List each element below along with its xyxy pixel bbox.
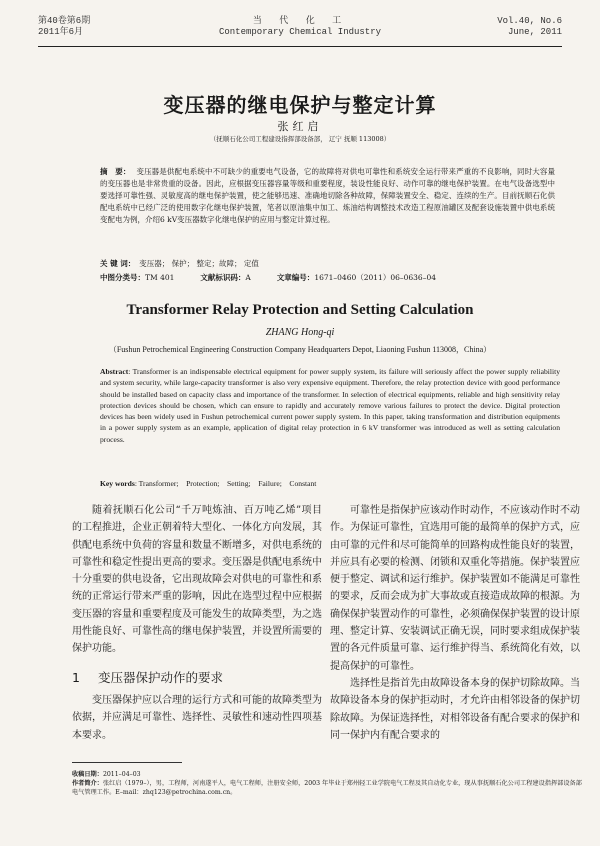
abstract-en-text: : Transformer is an indispensable electrical equipment for power supply system, its failure will seriously affect the power supply reliability and system security, while large-capacity transformer is also very expensive equipment. Therefore, the relay protection device with good performance should be installed based on capacity class and importance of the transformer. In selection of electrical equipments, reliable and high sensitivity relay protection devices should be chosen, which can ensure to rapidly and accurately remove various failures to protect the device. Digital protection devices has been widely used in Fushun petrochemical current power supply system. In this paper, taking transformation and distribution equipments in a power supply system as an example, application of digital relay protection in 6 kV transformer was introduced as well as setting calculation process. [100, 367, 560, 444]
header-date-en: June, 2011 [507, 27, 562, 37]
author-bio [72, 779, 582, 797]
article-title-en: Transformer Relay Protection and Setting Calculation [126, 302, 474, 318]
author-name-en: ZHANG Hong-qi [265, 327, 335, 338]
doc-code: A [245, 273, 251, 282]
doc-code-label: 文献标识码： [200, 273, 246, 282]
section-paragraph: 变压器保护应以合理的运行方式和可能的故障类型为依据，并应满足可靠性、选择性、灵敏性和速动性四项基本要求。 [72, 694, 322, 741]
article-title-cn: 变压器的继电保护与整定计算 [163, 93, 437, 117]
clc-label: 中图分类号： [100, 273, 145, 282]
article-number-label: 文章编号： [276, 273, 315, 282]
header-issue-en [497, 16, 562, 38]
received-value: 2011–04–03 [102, 771, 141, 778]
received-label: 收稿日期： [72, 771, 103, 778]
abstract-cn-text: 变压器是供配电系统中不可缺少的重要电气设备，它的故障将对供电可靠性和系统安全运行带来严重的不良影响，同时大容量的变压器也是非常贵重的设备。因此，应根据变压器容量等级和重要程度，装设性能良好、动作可靠的继电保护装置。在电气设备选型中要选择可靠性强、灵敏度高的继电保护装置，使之能够迅速、准确地切除各种故障，保障装置安全、稳定、连续的生产。目前抚顺石化供配电系统中已经广泛的使用数字化继电保护装置，笔者以原油集中加工、炼油结构调整技术改造工程原油罐区及配套设施装置中供电系统变配电为例，介绍6 kV变压器数字化继电保护的应用与整定计算过程。 [100, 167, 556, 224]
keywords-en-text: : Transformer; Protection; Setting; Failure; Constant [134, 479, 317, 488]
header-journal [38, 16, 562, 38]
received-date [72, 770, 582, 779]
reliability-paragraph: 可靠性是指保护应该动作时动作，不应该动作时不动作。为保证可靠性，宜选用可能的最简单的保护方式，应由可靠的元件和尽可能简单的回路构成性能良好的装置，并应具有必要的检测、闭锁和双重化等措施。保护装置应便于整定、调试和运行维护。保护装置如不能满足可靠性的要求，反而会成为扩大事故或直接造成故障的根源。为确保保护装置动作的可靠性，必须确保保护装置的设计原理、整定计算、安装调试正确无误，同时要求组成保护装置的各元件质量可靠、运行维护得当、系统简化有效，以提高保护的可靠性。 [330, 505, 580, 672]
header-rule [38, 46, 562, 47]
abstract-en-label: Abstract [100, 367, 129, 376]
affiliation-en: （Fushun Petrochemical Engineering Construction Company Headquarters Depot, Liaoning Fushun 113008，China） [108, 345, 492, 354]
author-name-cn: 张红启 [277, 120, 323, 133]
author-bio-text: 张红启（1979–），男，工程师，河南遂平人，电气工程师，注册安全师，2003 年毕业于郑州轻工业学院电气工程及其自动化专业，现从事抚顺石化公司工程建设指挥部设备部电气管理工作。E–mail：zhq123@petrochina.com.cn。 [72, 780, 582, 796]
classification-line [100, 272, 555, 283]
body-column-left [72, 502, 322, 744]
abstract-cn-label: 摘 要： [100, 167, 131, 176]
header-date-cn: 2011年6月 [38, 27, 84, 37]
intro-paragraph: 随着抚顺石化公司“千万吨炼油、百万吨乙烯”项目的工程推进，企业正朝着特大型化、一体化方向发展，其供配电系统中负荷的容量和数量不断增多，对供电系统的可靠性和稳定性提出更高的要求。变压器是供配电系统中十分重要的供电设备，它出现故障会对供电的可靠性和系统的正常运行带来严重的影响，因此在选型过程中应根据变压器的容量和重要程度及可能发生的故障类型，为之选用性能良好、可靠性高的继电保护装置，并设置所需要的保护功能。 [72, 505, 322, 655]
keywords-en-label: Key words [100, 479, 135, 488]
section-heading [72, 669, 322, 686]
keywords-cn-text: 变压器； 保护； 整定；故障； 定值 [139, 259, 259, 268]
keywords-cn [100, 258, 555, 269]
author-bio-label: 作者简介： [72, 780, 103, 787]
affiliation-cn: （抚顺石化公司工程建设指挥部设备部， 辽宁 抚顺 113008） [209, 135, 391, 143]
clc-code: TM 401 [145, 273, 175, 282]
section-number: 1 [72, 669, 80, 685]
keywords-en [100, 478, 560, 489]
abstract-cn [100, 166, 555, 226]
article-number: 1671–0460（2011）06–0636–04 [314, 273, 436, 282]
header-journal-cn: 当 代 化 工 [252, 16, 348, 26]
body-column-right [330, 502, 580, 744]
section-title: 变压器保护动作的要求 [97, 669, 223, 685]
header-volume-cn: 第40卷第6期 [38, 16, 91, 26]
selectivity-paragraph: 选择性是指首先由故障设备本身的保护切除故障。当故障设备本身的保护拒动时，才允许由相邻设备的保护切除故障。为保证选择性，对相邻设备有配合要求的保护和同一保护内有配合要求的 [330, 677, 580, 741]
abstract-en [100, 366, 560, 445]
header-volume-en: Vol.40, No.6 [497, 16, 562, 26]
footnote-rule [72, 762, 182, 763]
footnote [72, 770, 582, 797]
header-journal-en: Contemporary Chemical Industry [218, 27, 382, 37]
keywords-cn-label: 关 键 词： [100, 259, 136, 268]
